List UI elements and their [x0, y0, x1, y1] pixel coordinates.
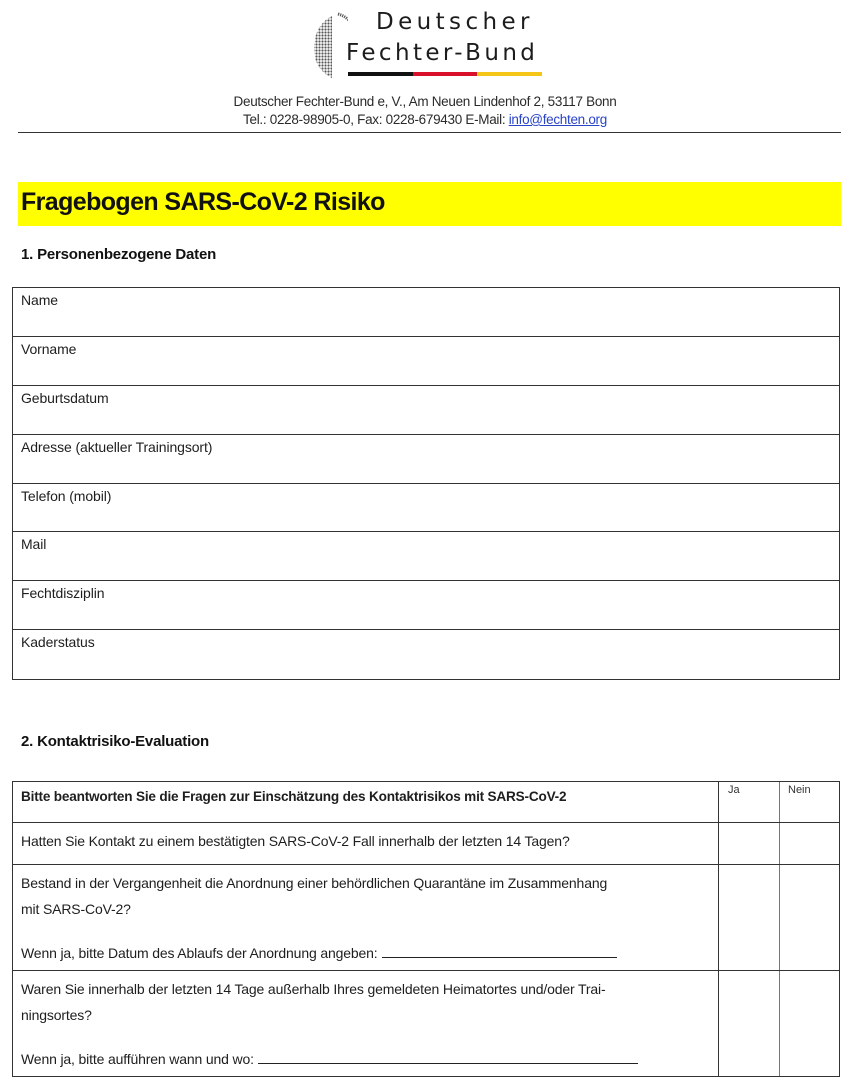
logo-text-line1: Deutscher: [376, 9, 534, 35]
field-label: Name: [21, 292, 58, 308]
field-label: Fechtdisziplin: [21, 585, 105, 602]
personal-data-table: [12, 287, 840, 680]
field-row-name[interactable]: [13, 287, 839, 336]
field-label: Vorname: [21, 340, 77, 357]
question-text-line2: mit SARS-CoV-2?: [21, 901, 131, 917]
field-row-geburtsdatum[interactable]: [13, 385, 839, 434]
contact-risk-table: [12, 781, 840, 1077]
question-text-line2: ningsortes?: [21, 1007, 92, 1023]
flag-stripe-red: [413, 72, 478, 76]
page-title: Fragebogen SARS-CoV-2 Risiko: [21, 188, 385, 216]
field-row-mail[interactable]: [13, 531, 839, 580]
flag-stripe-gold: [477, 72, 542, 76]
header-divider: [18, 132, 841, 133]
column-header-ja: [718, 782, 779, 822]
answer-ja-cell[interactable]: [718, 971, 779, 1076]
field-label: Geburtsdatum: [21, 389, 109, 406]
section-heading-personal-data: 1. Personenbezogene Daten: [21, 246, 217, 263]
answer-ja-cell[interactable]: [718, 823, 779, 864]
question-block: [13, 865, 718, 970]
flag-stripe-black: [348, 72, 413, 76]
travel-when-where-field[interactable]: [258, 1051, 638, 1064]
question-text-line1: Waren Sie innerhalb der letzten 14 Tage außerhalb Ihres gemeldeten Heimatortes und/oder Trai-: [21, 981, 606, 997]
question-row-2: [13, 864, 839, 970]
field-label: Telefon (mobil): [21, 487, 112, 504]
answer-nein-cell[interactable]: [779, 971, 839, 1076]
column-header-ja-label: Ja: [728, 784, 740, 796]
email-link[interactable]: info@fechten.org: [508, 112, 607, 127]
field-label: Mail: [21, 536, 47, 553]
question-row-1: [13, 822, 839, 864]
field-label: Kaderstatus: [21, 634, 95, 651]
followup-line: [21, 1046, 718, 1072]
answer-nein-cell[interactable]: [779, 823, 839, 864]
column-header-nein: [779, 782, 839, 822]
organization-address: Deutscher Fechter-Bund e, V., Am Neuen Lindenhof 2, 53117 Bonn: [233, 94, 617, 109]
followup-prompt: Wenn ja, bitte aufführen wann und wo:: [21, 1051, 254, 1067]
title-highlight: [18, 182, 841, 226]
spacer: [21, 922, 718, 940]
answer-ja-cell[interactable]: [718, 865, 779, 970]
fencing-mask-icon: [312, 10, 348, 80]
dfb-logo: [312, 8, 552, 80]
question-text-line1: Bestand in der Vergangenheit die Anordnung einer behördlichen Quarantäne im Zusammenhang: [21, 875, 608, 891]
contact-phone-fax: Tel.: 0228-98905-0, Fax: 0228-679430 E-Mail:: [243, 112, 509, 127]
question-row-3: [13, 970, 839, 1076]
table-header-row: [13, 781, 839, 822]
organization-contact: [0, 111, 850, 129]
section-heading-contact-risk: 2. Kontaktrisiko-Evaluation: [21, 733, 209, 750]
field-label: Adresse (aktueller Trainingsort): [21, 438, 213, 455]
spacer: [21, 1028, 718, 1046]
table-header-instruction: Bitte beantworten Sie die Fragen zur Einschätzung des Kontaktrisikos mit SARS-CoV-2: [21, 789, 567, 804]
field-row-vorname[interactable]: [13, 336, 839, 385]
field-row-telefon[interactable]: [13, 483, 839, 532]
column-header-nein-label: Nein: [788, 784, 811, 796]
field-row-fechtdisziplin[interactable]: [13, 580, 839, 629]
followup-prompt: Wenn ja, bitte Datum des Ablaufs der Anordnung angeben:: [21, 945, 378, 961]
quarantine-end-date-field[interactable]: [382, 945, 617, 958]
followup-line: [21, 940, 718, 966]
logo-text-line2: Fechter-Bund: [346, 40, 539, 66]
question-block: [13, 971, 718, 1076]
field-row-adresse[interactable]: [13, 434, 839, 483]
question-text: Hatten Sie Kontakt zu einem bestätigten SARS-CoV-2 Fall innerhalb der letzten 14 Tagen?: [21, 833, 570, 849]
answer-nein-cell[interactable]: [779, 865, 839, 970]
field-row-kaderstatus[interactable]: [13, 629, 839, 679]
logo-flag-bar: [348, 72, 542, 76]
